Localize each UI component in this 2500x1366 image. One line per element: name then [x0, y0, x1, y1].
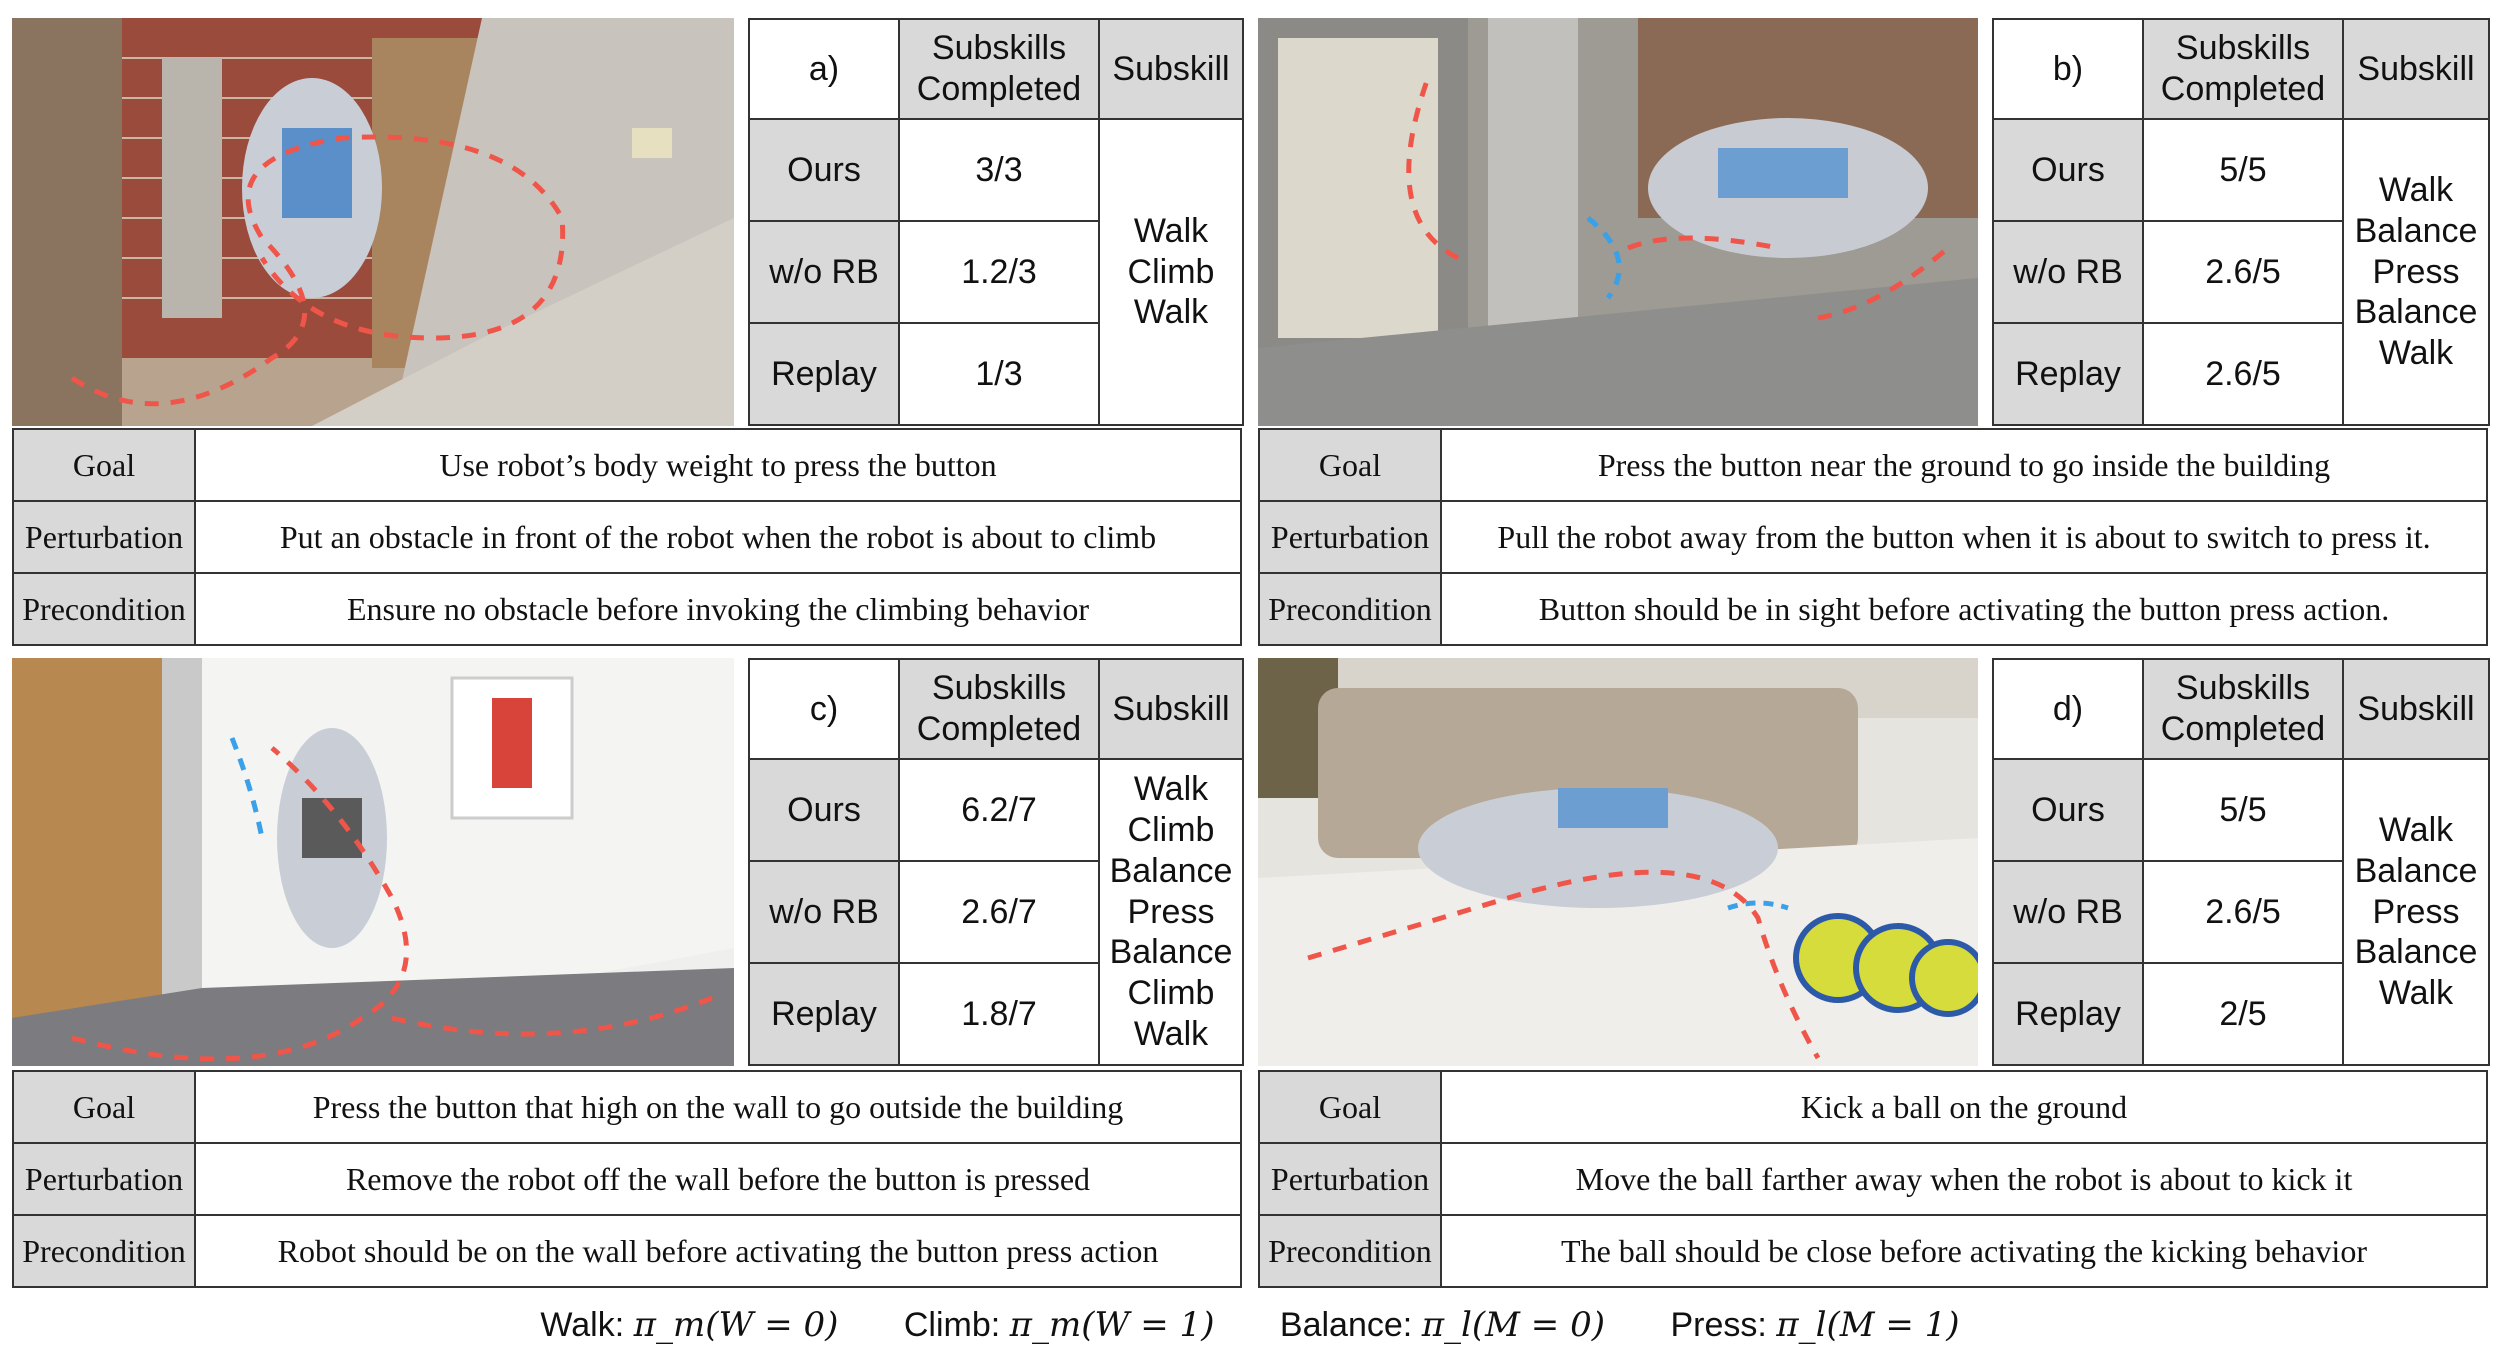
goal-text: Kick a ball on the ground	[1441, 1071, 2487, 1143]
legend-name: Press:	[1670, 1306, 1767, 1344]
legend-formula: π_m(W = 1)	[1009, 1305, 1215, 1345]
info-table-d	[1258, 1070, 2488, 1288]
results-table-d	[1992, 658, 2490, 1066]
method-label: Replay	[749, 963, 899, 1065]
legend-name: Walk:	[540, 1306, 625, 1344]
legend-item-press	[1670, 1305, 1959, 1345]
legend-formula: π_l(M = 0)	[1421, 1305, 1605, 1345]
photo-b	[1258, 18, 1978, 426]
method-value: 5/5	[2143, 759, 2343, 861]
goal-label: Goal	[13, 1071, 195, 1143]
precondition-label: Precondition	[13, 1215, 195, 1287]
header-subskill: Subskill	[1099, 19, 1243, 119]
subskill-item: Balance	[2354, 293, 2478, 332]
goal-text: Press the button that high on the wall to go outside the building	[195, 1071, 1241, 1143]
subskill-item: Walk	[2378, 974, 2454, 1013]
method-label: Ours	[1993, 759, 2143, 861]
precondition-label: Precondition	[13, 573, 195, 645]
method-value: 3/3	[899, 119, 1099, 221]
subskill-list	[2343, 759, 2489, 1065]
skill-legend	[0, 1305, 2500, 1345]
photo-d	[1258, 658, 1978, 1066]
robot-door-button-photo-b	[1258, 18, 1978, 426]
goal-label: Goal	[13, 429, 195, 501]
photo-a	[12, 18, 734, 426]
method-value: 5/5	[2143, 119, 2343, 221]
subskill-item: Balance	[2354, 933, 2478, 972]
goal-text: Use robot’s body weight to press the button	[195, 429, 1241, 501]
method-value: 2.6/5	[2143, 861, 2343, 963]
legend-item-balance	[1280, 1305, 1605, 1345]
legend-formula: π_l(M = 1)	[1776, 1305, 1960, 1345]
legend-item-climb	[904, 1305, 1215, 1345]
results-table-a	[748, 18, 1244, 426]
subskill-item: Climb	[1127, 974, 1215, 1013]
robot-hallway-photo-a	[12, 18, 734, 426]
subskill-item: Walk	[2378, 811, 2454, 849]
method-label: Replay	[749, 323, 899, 425]
subskill-item: Press	[2372, 892, 2460, 931]
method-label: Replay	[1993, 963, 2143, 1065]
info-table-c	[12, 1070, 1242, 1288]
robot-kick-ball-photo-d	[1258, 658, 1978, 1066]
header-subskill: Subskill	[2343, 659, 2489, 759]
method-label: Ours	[749, 759, 899, 861]
photo-c	[12, 658, 734, 1066]
subskill-list	[1099, 759, 1243, 1065]
perturbation-label: Perturbation	[1259, 501, 1441, 573]
header-subskills-completed: Subskills Completed	[2143, 19, 2343, 119]
header-subskill: Subskill	[1099, 659, 1243, 759]
subskill-item: Balance	[1109, 851, 1233, 890]
subskill-item: Walk	[1133, 293, 1209, 332]
perturbation-text: Put an obstacle in front of the robot when the robot is about to climb	[195, 501, 1241, 573]
precondition-text: The ball should be close before activating the kicking behavior	[1441, 1215, 2487, 1287]
subskill-item: Walk	[1133, 1014, 1209, 1053]
subskill-item: Climb	[1127, 811, 1215, 849]
header-subskills-completed: Subskills Completed	[899, 19, 1099, 119]
method-label: w/o RB	[749, 221, 899, 323]
method-label: w/o RB	[749, 861, 899, 963]
goal-label: Goal	[1259, 1071, 1441, 1143]
legend-formula: π_m(W = 0)	[633, 1305, 839, 1345]
method-label: Ours	[1993, 119, 2143, 221]
method-label: w/o RB	[1993, 221, 2143, 323]
results-table-c	[748, 658, 1244, 1066]
precondition-label: Precondition	[1259, 573, 1441, 645]
header-subskills-completed: Subskills Completed	[2143, 659, 2343, 759]
legend-name: Climb:	[903, 1306, 1001, 1344]
precondition-label: Precondition	[1259, 1215, 1441, 1287]
method-label: w/o RB	[1993, 861, 2143, 963]
subskill-item: Walk	[1133, 770, 1209, 809]
perturbation-label: Perturbation	[13, 501, 195, 573]
precondition-text: Button should be in sight before activating the button press action.	[1441, 573, 2487, 645]
panel-label: b)	[1993, 19, 2143, 119]
results-table-b	[1992, 18, 2490, 426]
subskill-item: Climb	[1127, 252, 1215, 291]
subskill-list	[1099, 119, 1243, 425]
subskill-item: Balance	[1109, 933, 1233, 972]
goal-text: Press the button near the ground to go inside the building	[1441, 429, 2487, 501]
method-label: Ours	[749, 119, 899, 221]
header-subskills-completed: Subskills Completed	[899, 659, 1099, 759]
subskill-item: Walk	[1133, 211, 1209, 250]
method-label: Replay	[1993, 323, 2143, 425]
legend-name: Balance:	[1279, 1306, 1413, 1344]
method-value: 2.6/5	[2143, 221, 2343, 323]
legend-item-walk	[540, 1305, 838, 1345]
info-table-a	[12, 428, 1242, 646]
method-value: 1/3	[899, 323, 1099, 425]
method-value: 1.8/7	[899, 963, 1099, 1065]
precondition-text: Robot should be on the wall before activating the button press action	[195, 1215, 1241, 1287]
perturbation-label: Perturbation	[13, 1143, 195, 1215]
method-value: 1.2/3	[899, 221, 1099, 323]
subskill-item: Balance	[2354, 851, 2478, 890]
robot-wall-climb-photo-c	[12, 658, 734, 1066]
perturbation-text: Move the ball farther away when the robot is about to kick it	[1441, 1143, 2487, 1215]
subskill-list	[2343, 119, 2489, 425]
subskill-item: Press	[1127, 892, 1215, 931]
goal-label: Goal	[1259, 429, 1441, 501]
subskill-item: Press	[2372, 252, 2460, 291]
subskill-item: Balance	[2354, 211, 2478, 250]
subskill-item: Walk	[2378, 171, 2454, 209]
perturbation-text: Remove the robot off the wall before the button is pressed	[195, 1143, 1241, 1215]
panel-label: c)	[749, 659, 899, 759]
precondition-text: Ensure no obstacle before invoking the climbing behavior	[195, 573, 1241, 645]
info-table-b	[1258, 428, 2488, 646]
method-value: 6.2/7	[899, 759, 1099, 861]
perturbation-text: Pull the robot away from the button when it is about to switch to press it.	[1441, 501, 2487, 573]
subskill-item: Walk	[2378, 334, 2454, 373]
method-value: 2/5	[2143, 963, 2343, 1065]
panel-label: d)	[1993, 659, 2143, 759]
header-subskill: Subskill	[2343, 19, 2489, 119]
perturbation-label: Perturbation	[1259, 1143, 1441, 1215]
method-value: 2.6/5	[2143, 323, 2343, 425]
method-value: 2.6/7	[899, 861, 1099, 963]
panel-label: a)	[749, 19, 899, 119]
